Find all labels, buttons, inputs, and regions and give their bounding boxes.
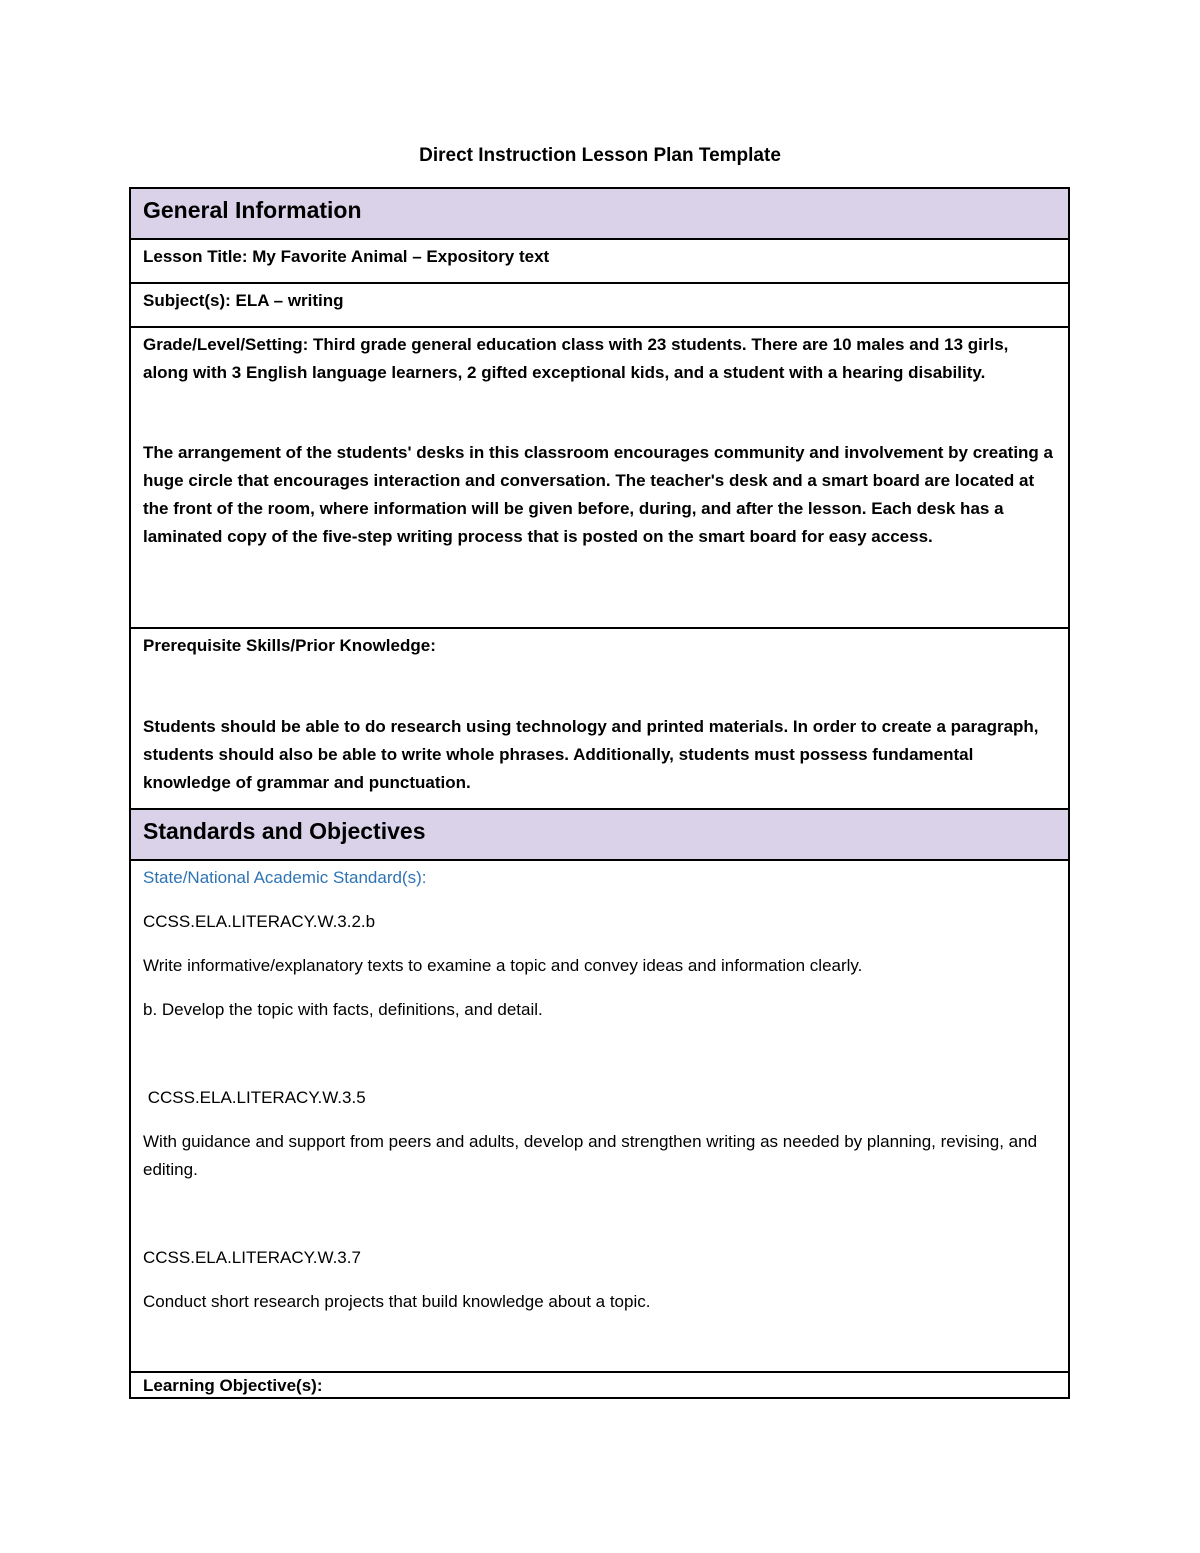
prerequisite-text: Students should be able to do research using technology and printed materials. In order to create a paragraph, students should also be able to write whole phrases. Additionally, students must possess fundamental knowledge of grammar and punctuation. <box>143 717 1039 792</box>
lesson-title-row <box>131 238 1068 282</box>
lesson-title-text: Lesson Title: My Favorite Animal – Expository text <box>143 247 550 266</box>
subjects-row <box>131 282 1068 326</box>
grade-level-setting-paragraph-2: The arrangement of the students' desks in this classroom encourages community and involvement by creating a huge circle that encourages interaction and conversation. The teacher's desk and a smart board are located at the front of the room, where information will be given before, during, and after the lesson. Each desk has a laminated copy of the five-step writing process that is posted on the smart board for easy access. <box>143 443 1053 546</box>
section-header-general-information: General Information <box>131 189 1068 238</box>
standard-1-code: CCSS.ELA.LITERACY.W.3.2.b <box>143 912 376 931</box>
learning-objectives-row <box>131 1371 1068 1397</box>
standard-2-text: With guidance and support from peers and adults, develop and strengthen writing as needed by planning, revising, and editing. <box>143 1132 1038 1179</box>
section-header-standards-and-objectives: Standards and Objectives <box>131 808 1068 859</box>
standard-1-text-a: Write informative/explanatory texts to examine a topic and convey ideas and information clearly. <box>143 956 863 975</box>
grade-level-setting-row <box>131 326 1068 627</box>
standard-2-code: CCSS.ELA.LITERACY.W.3.5 <box>143 1088 366 1107</box>
standard-3-text: Conduct short research projects that build knowledge about a topic. <box>143 1292 651 1311</box>
document-title: Direct Instruction Lesson Plan Template <box>419 145 781 166</box>
subjects-text: Subject(s): ELA – writing <box>143 291 344 310</box>
prerequisite-skills-row <box>131 627 1068 808</box>
prerequisite-label: Prerequisite Skills/Prior Knowledge: <box>143 636 436 655</box>
standard-3-code: CCSS.ELA.LITERACY.W.3.7 <box>143 1248 361 1267</box>
standards-label: State/National Academic Standard(s): <box>143 868 427 887</box>
grade-level-setting-paragraph-1: Grade/Level/Setting: Third grade general education class with 23 students. There are 10 males and 13 girls, along with 3 English language learners, 2 gifted exceptional kids, and a student with a hearing disability. <box>143 335 1009 382</box>
lesson-plan-table <box>129 187 1070 1399</box>
standards-row <box>131 859 1068 1371</box>
learning-objectives-label: Learning Objective(s): <box>143 1376 323 1395</box>
standard-1-text-b: b. Develop the topic with facts, definitions, and detail. <box>143 1000 543 1019</box>
